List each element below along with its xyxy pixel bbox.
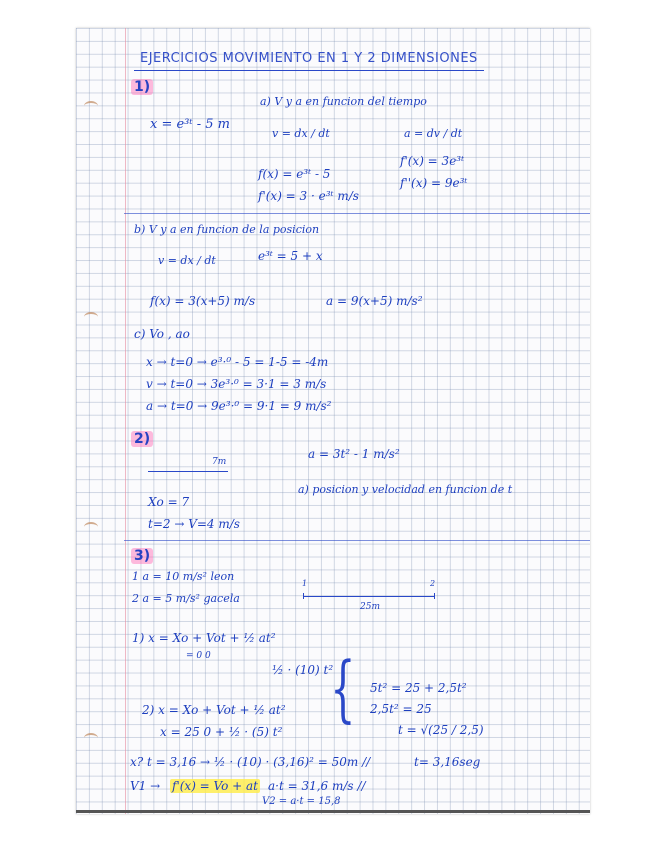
p3-segment-tick: [303, 593, 304, 599]
problem-number-2: 2): [131, 431, 153, 447]
problem-number-1: 1): [131, 79, 153, 95]
p2-segment-line: [148, 471, 228, 472]
section-divider: [124, 540, 590, 541]
p3-segment-left-label: 1: [302, 579, 308, 588]
p1-f-equation: f(x) = e³ᵗ - 5: [258, 167, 331, 181]
p3-segment-line: [303, 596, 435, 597]
p1-acceleration-position: a = 9(x+5) m/s²: [326, 294, 423, 308]
section-divider: [124, 213, 590, 214]
p1-b-heading: b) V y a en funcion de la posicion: [134, 223, 320, 236]
binder-hole: [84, 733, 98, 743]
p1-c-acceleration: a → t=0 → 9e³·⁰ = 9·1 = 9 m/s²: [146, 399, 332, 413]
p1-x-equation: x = e³ᵗ - 5 m: [150, 117, 230, 132]
p3-result-2: 2,5t² = 25: [370, 702, 432, 716]
p1-fsecond-result: f''(x) = 9e³ᵗ: [400, 176, 468, 190]
p1-velocity-position: f(x) = 3(x+5) m/s: [150, 294, 256, 308]
margin-line: [125, 28, 126, 814]
p3-lion-acceleration: 1 a = 10 m/s² leon: [132, 570, 235, 583]
p3-v1-equation: f'(x) = Vo + at: [172, 779, 259, 793]
p1-c-velocity: v → t=0 → 3e³·⁰ = 3·1 = 3 m/s: [146, 377, 327, 391]
page-bottom-edge: [76, 810, 590, 813]
p3-final-time: t= 3,16seg: [414, 755, 481, 769]
p3-equation-1-zeros: = 0 0: [186, 651, 211, 661]
binder-hole: [84, 101, 98, 111]
problem-number-3: 3): [131, 548, 153, 564]
p3-equation-2-values: x = 25 0 + ½ · (5) t²: [160, 725, 283, 739]
p2-segment-label: 7m: [212, 457, 227, 467]
p3-result-3: t = √(25 / 2,5): [398, 723, 484, 737]
p2-initial-position: Xo = 7: [148, 495, 190, 509]
title-underline: [134, 70, 484, 71]
p3-equation-1-term: ½ · (10) t²: [272, 663, 334, 677]
p2-a-heading: a) posicion y velocidad en funcion de t: [298, 483, 513, 496]
p2-acceleration-equation: a = 3t² - 1 m/s²: [308, 447, 400, 461]
p3-time-result: x? t = 3,16 → ½ · (10) · (3,16)² = 50m //: [130, 755, 371, 769]
binder-hole: [84, 312, 98, 322]
p3-equation-2: 2) x = Xo + Vot + ½ at²: [142, 703, 286, 717]
p3-segment-right-label: 2: [430, 579, 436, 588]
p1-exponential-equation: e³ᵗ = 5 + x: [258, 249, 323, 263]
brace-symbol: {: [330, 646, 356, 730]
p1-velocity-definition-b: v = dx / dt: [158, 254, 216, 267]
p3-v2-result: V2 = a·t = 15,8: [262, 796, 341, 807]
binder-hole: [84, 522, 98, 532]
p1-fprime-result: f'(x) = 3e³ᵗ: [400, 154, 465, 168]
p3-v1-label: V1 →: [130, 779, 161, 793]
p3-equation-1: 1) x = Xo + Vot + ½ at²: [132, 631, 276, 645]
p2-condition: t=2 → V=4 m/s: [148, 517, 240, 531]
p3-result-1: 5t² = 25 + 2,5t²: [370, 681, 467, 695]
p1-a-heading: a) V y a en funcion del tiempo: [260, 95, 427, 108]
p3-segment-tick: [434, 593, 435, 599]
p3-gazelle-acceleration: 2 a = 5 m/s² gacela: [132, 592, 240, 605]
p1-fprime-equation: f'(x) = 3 · e³ᵗ m/s: [258, 189, 359, 203]
p1-acceleration-definition: a = dv / dt: [404, 127, 463, 140]
p3-segment-distance: 25m: [360, 602, 380, 612]
p1-c-heading: c) Vo , ao: [134, 327, 190, 341]
page-title: EJERCICIOS MOVIMIENTO EN 1 Y 2 DIMENSIONES: [140, 51, 478, 66]
p3-v1-result: a·t = 31,6 m/s //: [268, 779, 366, 793]
p1-c-position: x → t=0 → e³·⁰ - 5 = 1-5 = -4m: [146, 355, 329, 369]
p1-velocity-definition: v = dx / dt: [272, 127, 330, 140]
